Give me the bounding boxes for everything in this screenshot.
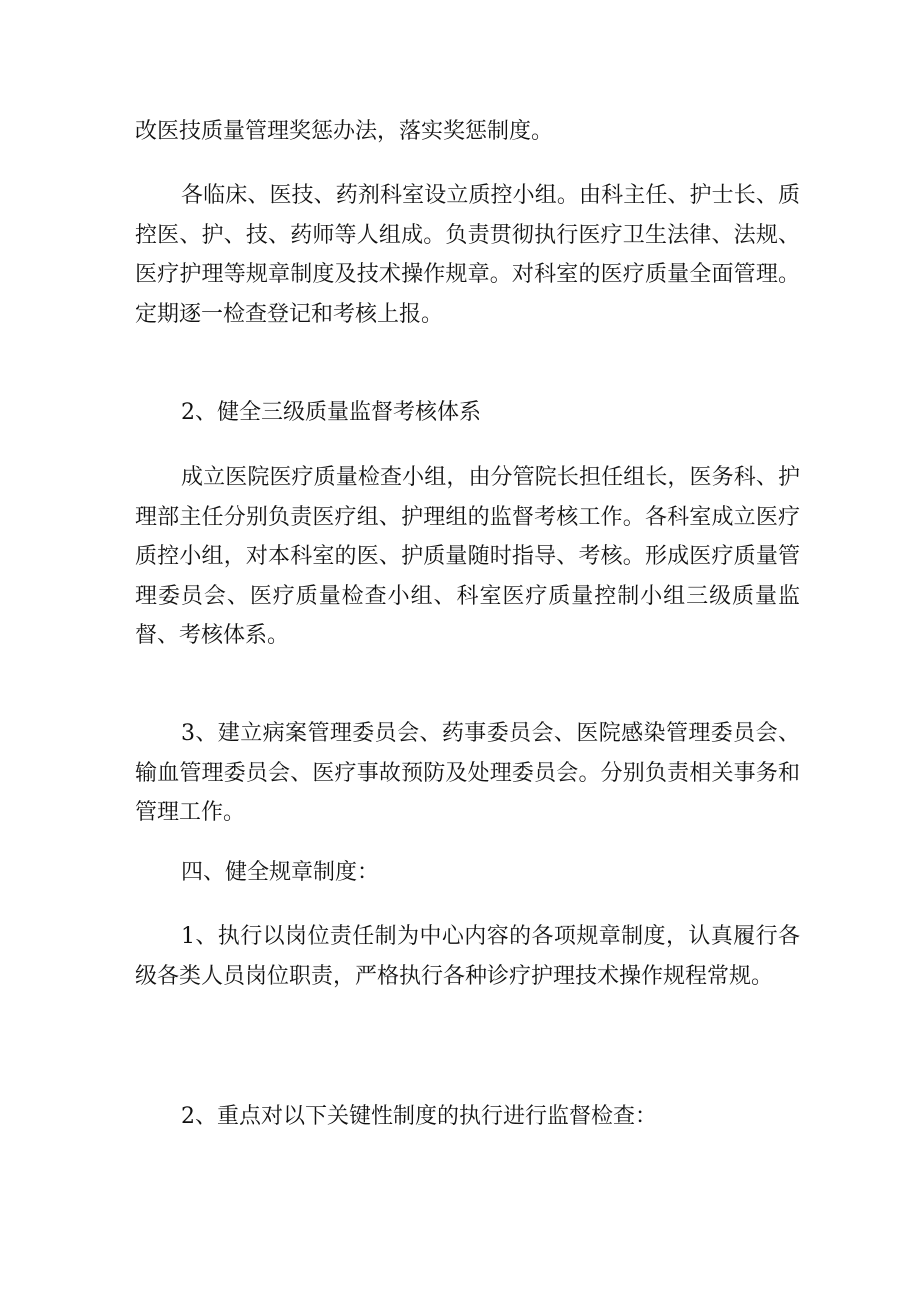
- paragraph-4: 成立医院医疗质量检查小组，由分管院长担任组长，医务科、护理部主任分别负责医疗组、护理组的监督考核工作。各科室成立医疗质控小组，对本科室的医、护质量随时指导、考核。形成医疗质量管理委员会、医疗质量检查小组、科室医疗质量控制小组三级质量监督、考核体系。: [135, 465, 800, 648]
- paragraph-7: 1、执行以岗位责任制为中心内容的各项规章制度，认真履行各级各类人员岗位职责，严格执行各种诊疗护理技术操作规程常规。: [135, 924, 800, 989]
- paragraph-2: 各临床、医技、药剂科室设立质控小组。由科主任、护士长、质控医、护、技、药师等人组成。负责贯彻执行医疗卫生法律、法规、医疗护理等规章制度及技术操作规章。对科室的医疗质量全面管理。定期逐一检查登记和考核上报。: [135, 183, 800, 327]
- paragraph-5: 3、建立病案管理委员会、药事委员会、医院感染管理委员会、输血管理委员会、医疗事故预防及处理委员会。分别负责相关事务和管理工作。: [135, 721, 800, 825]
- paragraph-3: 2、健全三级质量监督考核体系: [181, 400, 481, 425]
- paragraph-1: 改医技质量管理奖惩办法，落实奖惩制度。: [135, 119, 554, 144]
- paragraph-6: 四、健全规章制度：: [181, 860, 380, 885]
- paragraph-8: 2、重点对以下关键性制度的执行进行监督检查：: [181, 1104, 657, 1129]
